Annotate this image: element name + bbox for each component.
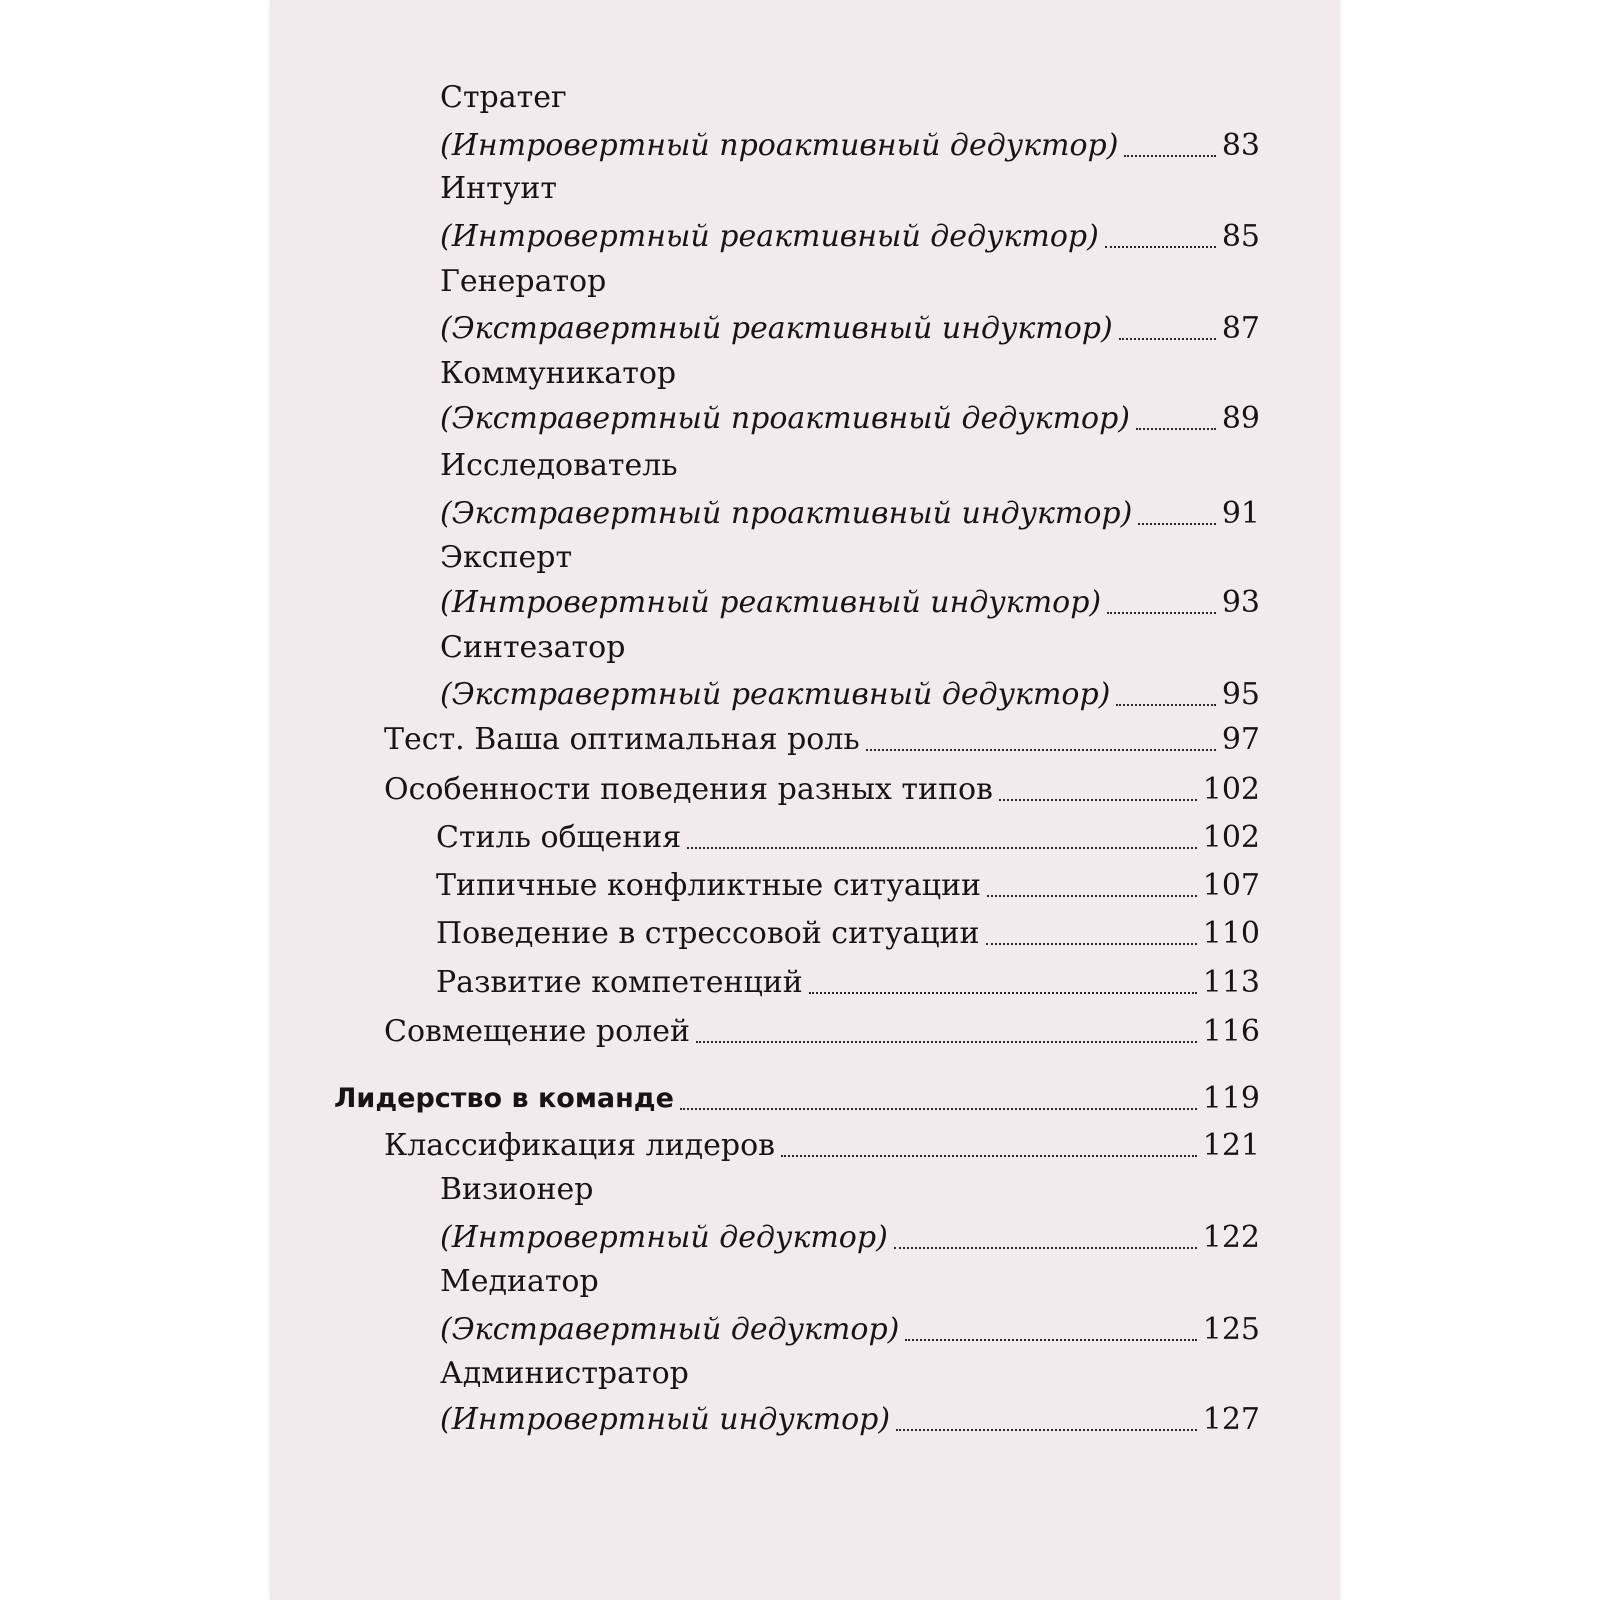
dot-leader <box>987 894 1197 897</box>
toc-entry-title: Коммуникатор <box>440 356 677 391</box>
toc-entry-title: Классификация лидеров <box>384 1128 776 1163</box>
dot-leader <box>1138 522 1215 525</box>
toc-line <box>440 213 1260 257</box>
toc-page-number: 91 <box>1221 496 1260 531</box>
toc-role-heading <box>270 258 1340 302</box>
toc-line <box>440 1396 1260 1440</box>
dot-leader <box>986 942 1197 945</box>
toc-entry-title: Интуит <box>440 171 557 206</box>
toc-entry <box>270 671 1340 715</box>
toc-entry-title: Развитие компетенций <box>436 965 803 1000</box>
toc-line <box>384 716 1260 760</box>
toc-page-number: 89 <box>1221 401 1260 436</box>
toc-entry <box>270 1008 1340 1052</box>
toc-line <box>440 165 1260 209</box>
toc-entry <box>270 305 1340 349</box>
toc-page-number: 122 <box>1202 1220 1260 1255</box>
toc-role-heading <box>270 165 1340 209</box>
toc-line <box>440 258 1260 302</box>
dot-leader <box>999 798 1197 801</box>
toc-entry-title: Медиатор <box>440 1264 599 1299</box>
dot-leader <box>896 1428 1197 1431</box>
toc-entry-title: (Интровертный индуктор) <box>440 1402 891 1437</box>
toc-page-number: 121 <box>1202 1128 1260 1163</box>
toc-entry <box>270 716 1340 760</box>
toc-line <box>384 766 1260 810</box>
toc-role-heading <box>270 1350 1340 1394</box>
toc-entry-title: Поведение в стрессовой ситуации <box>436 916 980 951</box>
toc-entry <box>270 910 1340 954</box>
toc-entry-title: Тест. Ваша оптимальная роль <box>384 722 860 757</box>
toc-page-number: 107 <box>1202 868 1260 903</box>
dot-leader <box>1124 154 1215 157</box>
toc-entry <box>270 1306 1340 1350</box>
dot-leader <box>809 991 1197 994</box>
toc-entry <box>270 490 1340 534</box>
toc-role-heading <box>270 624 1340 668</box>
toc-line <box>440 534 1260 578</box>
toc-role-heading <box>270 74 1340 118</box>
dot-leader <box>905 1338 1196 1341</box>
toc-entry-title: (Интровертный реактивный индуктор) <box>440 585 1102 620</box>
dot-leader <box>1119 337 1216 340</box>
toc-page-number: 113 <box>1202 965 1260 1000</box>
toc-page-number: 85 <box>1221 219 1260 254</box>
toc-role-heading <box>270 534 1340 578</box>
toc-entry-title: (Экстравертный проактивный дедуктор) <box>440 401 1131 436</box>
dot-leader <box>866 748 1216 751</box>
toc-entry <box>270 395 1340 439</box>
toc-entry-title: (Интровертный реактивный дедуктор) <box>440 219 1099 254</box>
dot-leader <box>1105 245 1216 248</box>
toc-line <box>384 1122 1260 1166</box>
toc-entry-title: Администратор <box>440 1356 689 1391</box>
toc-line <box>440 1306 1260 1350</box>
dot-leader <box>680 1107 1197 1110</box>
toc-line <box>440 1258 1260 1302</box>
toc-entry-title: (Экстравертный дедуктор) <box>440 1312 900 1347</box>
toc-line <box>440 1214 1260 1258</box>
toc-page-number: 125 <box>1202 1312 1260 1347</box>
toc-entry <box>270 213 1340 257</box>
toc-line <box>436 862 1260 906</box>
toc-role-heading <box>270 350 1340 394</box>
toc-role-heading <box>270 442 1340 486</box>
toc-page-number: 119 <box>1202 1081 1260 1116</box>
toc-line <box>440 442 1260 486</box>
toc-entry-title: Синтезатор <box>440 630 626 665</box>
toc-entry <box>270 814 1340 858</box>
toc-page-number: 102 <box>1202 772 1260 807</box>
toc-entry <box>270 766 1340 810</box>
toc-line <box>384 1008 1260 1052</box>
dot-leader <box>894 1246 1197 1249</box>
toc-entry <box>270 1396 1340 1440</box>
dot-leader <box>1136 427 1216 430</box>
dot-leader <box>1116 703 1215 706</box>
toc-entry-title: Визионер <box>440 1172 594 1207</box>
table-of-contents <box>270 0 1340 1600</box>
toc-line <box>440 579 1260 623</box>
toc-entry-title: Стиль общения <box>436 820 682 855</box>
toc-line <box>440 624 1260 668</box>
toc-page-number: 102 <box>1202 820 1260 855</box>
toc-line <box>440 490 1260 534</box>
toc-line <box>436 910 1260 954</box>
toc-entry-title: Генератор <box>440 264 607 299</box>
toc-page-number: 95 <box>1221 677 1260 712</box>
toc-line <box>440 1166 1260 1210</box>
toc-entry-title: Исследователь <box>440 448 678 483</box>
dot-leader <box>687 846 1197 849</box>
toc-entry-title: Типичные конфликтные ситуации <box>436 868 982 903</box>
toc-entry <box>270 959 1340 1003</box>
toc-entry <box>270 579 1340 623</box>
toc-entry <box>270 862 1340 906</box>
toc-entry-title: (Экстравертный реактивный индуктор) <box>440 311 1113 346</box>
toc-line <box>436 814 1260 858</box>
toc-entry <box>270 1214 1340 1258</box>
toc-line <box>436 959 1260 1003</box>
toc-page-number: 93 <box>1221 585 1260 620</box>
toc-role-heading <box>270 1258 1340 1302</box>
toc-entry-title: Стратег <box>440 80 567 115</box>
toc-page-number: 110 <box>1202 916 1260 951</box>
toc-entry-title: Лидерство в команде <box>334 1083 674 1114</box>
toc-page-number: 97 <box>1221 722 1260 757</box>
toc-line <box>440 74 1260 118</box>
toc-entry-title: (Экстравертный реактивный дедуктор) <box>440 677 1111 712</box>
dot-leader <box>696 1040 1197 1043</box>
book-page <box>270 0 1340 1600</box>
toc-page-number: 83 <box>1221 128 1260 163</box>
toc-line <box>440 350 1260 394</box>
toc-line <box>334 1075 1260 1119</box>
toc-entry-title: (Интровертный дедуктор) <box>440 1220 888 1255</box>
toc-line <box>440 305 1260 349</box>
dot-leader <box>1107 611 1216 614</box>
toc-role-heading <box>270 1166 1340 1210</box>
toc-line <box>440 122 1260 166</box>
toc-entry <box>270 1122 1340 1166</box>
toc-line <box>440 1350 1260 1394</box>
toc-entry <box>270 1075 1340 1119</box>
toc-line <box>440 395 1260 439</box>
toc-entry-title: Особенности поведения разных типов <box>384 772 993 807</box>
toc-line <box>440 671 1260 715</box>
toc-entry-title: (Экстравертный проактивный индуктор) <box>440 496 1133 531</box>
toc-entry <box>270 122 1340 166</box>
dot-leader <box>781 1154 1197 1157</box>
toc-page-number: 116 <box>1202 1014 1260 1049</box>
toc-page-number: 87 <box>1221 311 1260 346</box>
toc-entry-title: Совмещение ролей <box>384 1014 690 1049</box>
toc-entry-title: (Интровертный проактивный дедуктор) <box>440 128 1119 163</box>
toc-entry-title: Эксперт <box>440 540 573 575</box>
toc-page-number: 127 <box>1202 1402 1260 1437</box>
